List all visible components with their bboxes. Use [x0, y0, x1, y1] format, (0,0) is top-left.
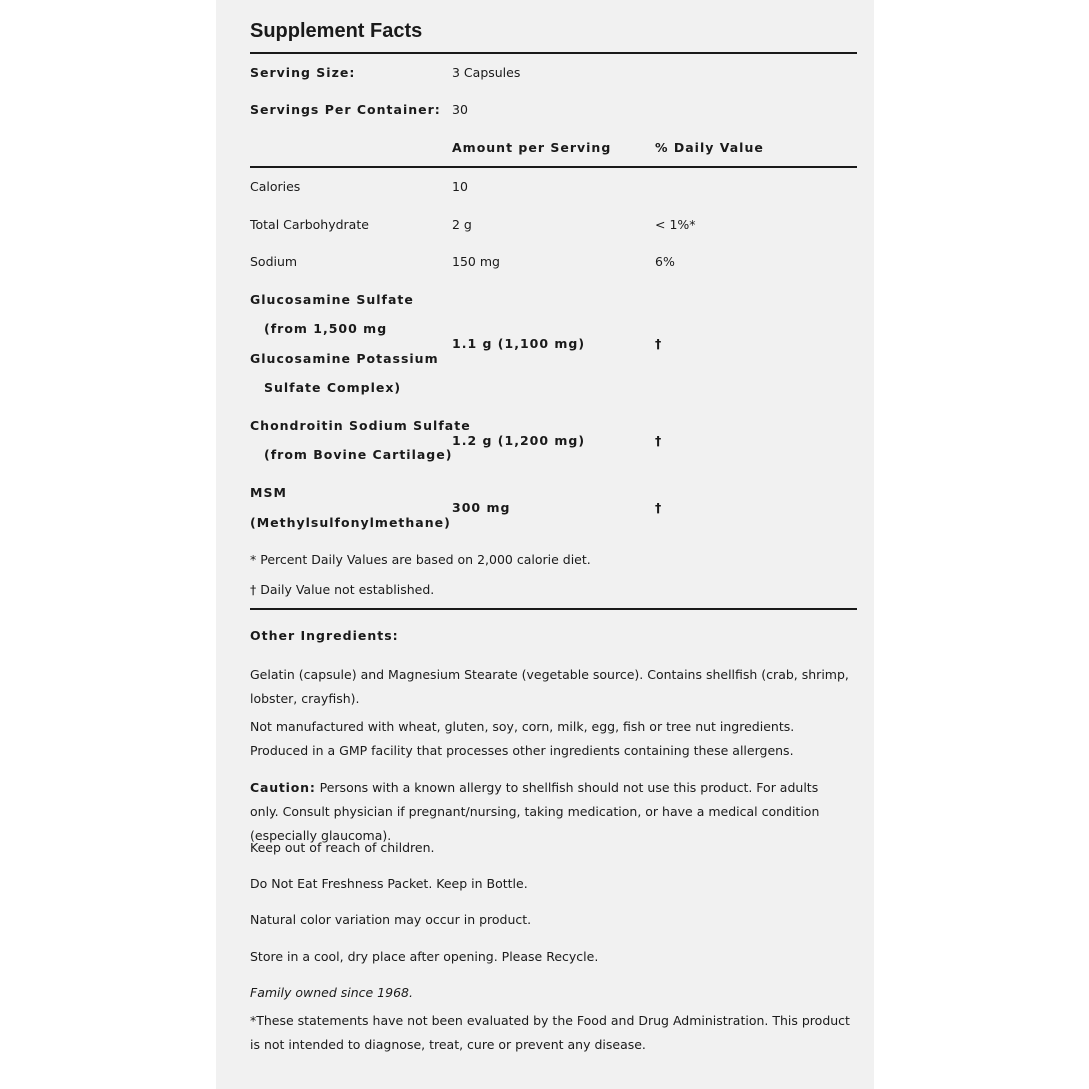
- nutrient-amount: 150 mg: [452, 254, 500, 269]
- serving-size-value: 3 Capsules: [452, 65, 521, 80]
- servings-per-container-label: Servings Per Container:: [250, 102, 441, 117]
- nutrient-name: Calories: [250, 179, 301, 194]
- ingredient-name-line: (Methylsulfonylmethane): [250, 515, 451, 530]
- children-warning: Keep out of reach of children.: [250, 840, 435, 855]
- freshness-warning: Do Not Eat Freshness Packet. Keep in Bottle.: [250, 876, 528, 891]
- servings-per-container-value: 30: [452, 102, 468, 117]
- caution-text: Persons with a known allergy to shellfish should not use this product. For adults only. Consult physician if pregnant/nursing, taking medication, or have a medical condition (especially glaucoma).: [250, 780, 820, 843]
- family-owned-note: Family owned since 1968.: [250, 985, 413, 1000]
- ingredient-name-line: Glucosamine Sulfate: [250, 292, 414, 307]
- nutrient-name: Sodium: [250, 254, 298, 269]
- ingredient-amount: 300 mg: [452, 500, 511, 515]
- nutrient-amount: 2 g: [452, 217, 472, 232]
- daily-value-header: % Daily Value: [655, 140, 764, 155]
- storage-instructions: Store in a cool, dry place after opening. Please Recycle.: [250, 949, 599, 964]
- amount-per-serving-header: Amount per Serving: [452, 140, 612, 155]
- page-title: Supplement Facts: [250, 20, 423, 42]
- allergen-statement: Not manufactured with wheat, gluten, soy, corn, milk, egg, fish or tree nut ingredients. Produced in a GMP facility that processes other ingredients containing these allergens.: [250, 719, 795, 758]
- ingredient-name-line: Sulfate Complex): [264, 380, 402, 395]
- ingredient-name-line: (from Bovine Cartilage): [264, 447, 453, 462]
- ingredient-dv: †: [655, 336, 663, 351]
- ingredient-name-line: Chondroitin Sodium Sulfate: [250, 418, 471, 433]
- ingredient-dv: †: [655, 433, 663, 448]
- dagger-footnote: † Daily Value not established.: [250, 582, 435, 597]
- ingredient-amount: 1.2 g (1,200 mg): [452, 433, 586, 448]
- percent-dv-footnote: * Percent Daily Values are based on 2,000 calorie diet.: [250, 552, 591, 567]
- ingredient-dv: †: [655, 500, 663, 515]
- nutrient-dv: < 1%*: [655, 217, 696, 232]
- ingredient-name-line: MSM: [250, 485, 287, 500]
- nutrient-name: Total Carbohydrate: [250, 217, 369, 232]
- nutrient-dv: 6%: [655, 254, 675, 269]
- ingredient-name-line: Glucosamine Potassium: [250, 351, 439, 366]
- supplement-facts-panel: [216, 0, 874, 1089]
- other-ingredients-text: Gelatin (capsule) and Magnesium Stearate (vegetable source). Contains shellfish (crab, shrimp, lobster, crayfish).: [250, 667, 849, 706]
- serving-size-label: Serving Size:: [250, 65, 356, 80]
- fda-disclaimer: *These statements have not been evaluated by the Food and Drug Administration. This product is not intended to diagnose, treat, cure or prevent any disease.: [250, 1013, 850, 1052]
- color-variation-note: Natural color variation may occur in product.: [250, 912, 532, 927]
- nutrient-amount: 10: [452, 179, 468, 194]
- header-divider: [250, 166, 857, 168]
- ingredient-name-line: (from 1,500 mg: [264, 321, 388, 336]
- title-divider: [250, 52, 857, 54]
- caution-label: Caution:: [250, 780, 316, 795]
- ingredient-amount: 1.1 g (1,100 mg): [452, 336, 586, 351]
- other-ingredients-heading: Other Ingredients:: [250, 628, 399, 643]
- footnote-divider: [250, 608, 857, 610]
